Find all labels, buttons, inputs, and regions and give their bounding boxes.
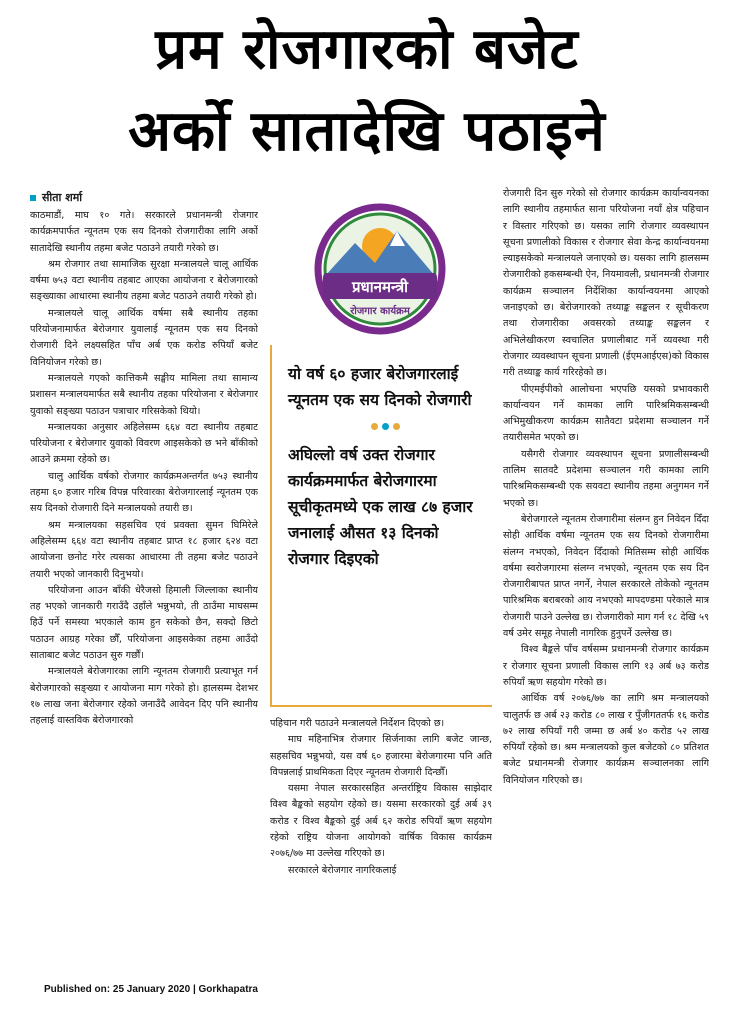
dot-icon [393, 423, 400, 430]
logo-emblem-icon [295, 201, 465, 341]
byline [30, 190, 82, 205]
pull-quote-2: अघिल्लो वर्ष उक्त रोजगार कार्यक्रममार्फत बेरोजगारमा सूचीकृतमध्ये एक लाख ८७ हजार जनालाई औसत १३ दिनको रोजगार दिइएको [288, 446, 473, 568]
paragraph: मन्त्रालयले चालू आर्थिक वर्षमा सबै स्थानीय तहका परियोजनामार्फत बेरोजगार युवालाई न्यूनतम एक सय दिनको रोजगारी दिने लक्ष्यसहित पाँच अर्ब एक करोड रुपियाँ बजेट विनियोजन गरेको छ। [30, 307, 258, 368]
paragraph: सरकारले बेरोजगार नागरिकलाई [288, 864, 397, 876]
paragraph: मन्त्रालयले गएको कात्तिकमै सङ्घीय मामिला तथा सामान्य प्रशासन मन्त्रालयमार्फत सबै स्थानीय तहका परियोजना र बेरोजगार युवाको सङ्ख्या पठाउन पत्राचार गरिसकेको थियो। [30, 372, 258, 417]
logo-subtitle: रोजगार कार्यक्रम [350, 306, 410, 317]
pm-employment-logo [290, 196, 470, 346]
paragraph: रोजगारी दिन सुरु गरेको सो रोजगार कार्यक्रम कार्यान्वयनका लागि स्थानीय तहमार्फत साना परियोजना नयाँ क्षेत्र पहिचान र विस्तार गरिएको छ। यसका लागि रोजगार व्यवस्थापन सूचना प्रणालीको विकास र रोजगार सेवा केन्द्र कार्यान्वयनमा ल्याइसकेको मन्त्रालयले जनाएको छ। यसका लागि हालसम्म रोजगारीको हकसम्बन्धी ऐन, नियमावली, प्रधानमन्त्री रोजगार कार्यक्रम सञ्चालन निर्देशिका कार्यान्वयनमा आएको जनाइएको छ। बेरोजगारको तथ्याङ्क सङ्कलन र सूचीकरण तथा रोजगारीका अवसरको तथ्याङ्क सङ्कलन र अभिलेखीकरण स्वचालित प्रणालीबाट गर्ने व्यवस्था गरी रोजगार व्यवस्थापन सूचना प्रणाली (ईएमआईएस)को विकास गरी तथ्याङ्क कार्य गरिरहेको छ। [503, 188, 709, 379]
byline-marker-icon [30, 195, 36, 201]
paragraph: मन्त्रालयका अनुसार अहिलेसम्म ६६४ वटा स्थानीय तहबाट परियोजना र बेरोजगार युवाको विवरण आइसकेको छ भने बाँकीको आउने क्रममा रहेको छ। [30, 421, 258, 466]
paragraph: चालु आर्थिक वर्षको रोजगार कार्यक्रमअन्तर्गत ७५३ स्थानीय तहमा ६० हजार गरिब विपन्न परिवारका बेरोजगारलाई न्यूनतम एक सय दिनको रोजगारी दिने मन्त्रालयको तयारी छ। [30, 470, 258, 515]
paragraph: बेरोजगारले न्यूनतम रोजगारीमा संलग्न हुन निवेदन दिँदा सोही आर्थिक वर्षमा न्यूनतम एक सय दिनको रोजगारीमा संलग्न नभएको, निवेदन दिँदाको मितिसम्म सोही आर्थिक वर्षमा स्वरोजगारमा संलग्न नभएको, न्यूनतम एक सय दिन रोजगारीबापत प्राप्त नगर्ने, नेपाल सरकारले तोकेको न्यूनतम पारिश्रमिक बराबरको आय नभएको मापदण्डमा परेकाले मात्र रोजगारी पाउने उल्लेख छ। रोजगारीको माग गर्न १८ देखि ५९ वर्ष उमेर समूह नेपाली नागरिक हुनुपर्ने उल्लेख छ। [503, 513, 709, 640]
paragraph: पहिचान गरी पठाउने मन्त्रालयले निर्देशन दिएको छ। [270, 718, 445, 729]
pull-quote-box [270, 345, 492, 707]
paragraph: श्रम रोजगार तथा सामाजिक सुरक्षा मन्त्रालयले चालू आर्थिक वर्षमा ७५३ वटा स्थानीय तहबाट आएका आयोजना र बेरोजगारको सङ्ख्याका आधारमा स्थानीय तहमा बजेट पठाउने तयारी गरेको हो। [30, 258, 258, 303]
paragraph: परियोजना आउन बाँकी धेरैजसो हिमाली जिल्लाका स्थानीय तह भएको जानकारी गराउँदै उहाँले भन्नुभयो, ती ठाउँमा माघसम्म हिउँ पर्ने समस्या भएकाले काम हुन सकेको छैन, सक्दो छिटो पठाउन आग्रह गरेका छौँ, परियोजना आइसकेका तहमा आउँदो साताबाट बजेट पठाउन सुरु गर्छौं। [30, 584, 258, 662]
publication-footer: Published on: 25 January 2020 | Gorkhapatra [44, 984, 258, 995]
paragraph: माघ महिनाभित्र रोजगार सिर्जनाका लागि बजेट जान्छ, सहसचिव भन्नुभयो, यस वर्ष ६० हजारमा बेरोजगारमा पनि अति विपन्नलाई प्राथमिकता दिएर न्यूनतम रोजगारी दिन्छौँ। [270, 734, 492, 778]
paragraph: मन्त्रालयले बेरोजगारका लागि न्यूनतम रोजगारी प्रत्याभूत गर्न बेरोजगारको सङ्ख्या र आयोजना माग गरेको हो। हालसम्म देशभर १७ लाख जना बेरोजगार रहेको जनाउँदै आवेदन दिए पनि स्थानीय तहलाई वास्तविक बेरोजगारको [30, 666, 258, 727]
paragraph: यसैगरी रोजगार व्यवस्थापन सूचना प्रणालीसम्बन्धी तालिम सातवटै प्रदेशमा सञ्चालन गरी कामका लागि पारिश्रमिकसम्बन्धी एक सयवटा स्थानीय तहमा अनुगमन गर्ने भएको छ। [503, 448, 709, 509]
headline-line-1: प्रम रोजगारको बजेट [155, 17, 579, 82]
paragraph: विश्व बैङ्कले पाँच वर्षसम्म प्रधानमन्त्री रोजगार कार्यक्रम र रोजगार सूचना प्रणाली विकास लागि १३ अर्ब ७३ करोड रुपियाँ ऋण सहयोग गरेको छ। [503, 644, 709, 688]
headline-line-2: अर्को सातादेखि पठाइने [128, 99, 606, 164]
author-name: सीता शर्मा [42, 191, 83, 204]
dot-icon [382, 423, 389, 430]
paragraph: आर्थिक वर्ष २०७६/७७ का लागि श्रम मन्त्रालयको चालुतर्फ छ अर्ब २३ करोड ८० लाख र पुँजीगततर्फ १६ करोड ७२ लाख रुपियाँ गरी जम्मा छ अर्ब ४० करोड ५२ लाख रुपियाँ रहेको छ। श्रम मन्त्रालयको कुल बजेटको ८० प्रतिशत बजेट प्रधानमन्त्री रोजगार कार्यक्रम सञ्चालनका लागि विनियोजन गरिएको छ। [503, 693, 709, 786]
paragraph: श्रम मन्त्रालयका सहसचिव एवं प्रवक्ता सुमन घिमिरेले अहिलेसम्म ६६४ वटा स्थानीय तहबाट प्राप्त १८ हजार ६२४ वटा आयोजना छनोट गरेर त्यसका आधारमा ती तहमा बजेट पठाउने तयारी भएको जानकारी दिनुभयो। [30, 519, 258, 580]
paragraph: यसमा नेपाल सरकारसहित अन्तर्राष्ट्रिय विकास साझेदार विश्व बैङ्कको सहयोग रहेको छ। यसमा सरकारको दुई अर्ब ३९ करोड र विश्व बैङ्कको दुई अर्ब ६२ करोड रुपियाँ ऋण सहयोग रहेको राष्ट्रिय योजना आयोगको वार्षिक विकास कार्यक्रम २०७६/७७ मा उल्लेख गरिएको छ। [270, 783, 492, 860]
dot-icon [371, 423, 378, 430]
separator-dots [288, 423, 482, 430]
article-column-3 [503, 186, 709, 978]
article-column-2 [270, 716, 492, 978]
pull-quote-1: यो वर्ष ६० हजार बेरोजगारलाई न्यूनतम एक सय दिनको रोजगारी [288, 365, 472, 409]
paragraph: काठमाडौं, माघ १० गते। सरकारले प्रधानमन्त्री रोजगार कार्यक्रमपार्फत न्यूनतम एक सय दिनको रोजगारीका लागि अर्को सातादेखि स्थानीय तहमा बजेट पठाउने तयारी गरेको छ। [30, 210, 258, 254]
article-column-1 [30, 208, 258, 978]
paragraph: पीएमईपीको आलोचना भएपछि यसको प्रभावकारी कार्यान्वयन गर्ने कामका लागि पारिश्रमिकसम्बन्धी अभिमुखीकरण कार्यक्रम सातैवटा प्रदेशमा सञ्चालन गर्ने तयारीसमेत भएको छ। [503, 383, 709, 444]
logo-title: प्रधानमन्त्री [352, 278, 408, 296]
